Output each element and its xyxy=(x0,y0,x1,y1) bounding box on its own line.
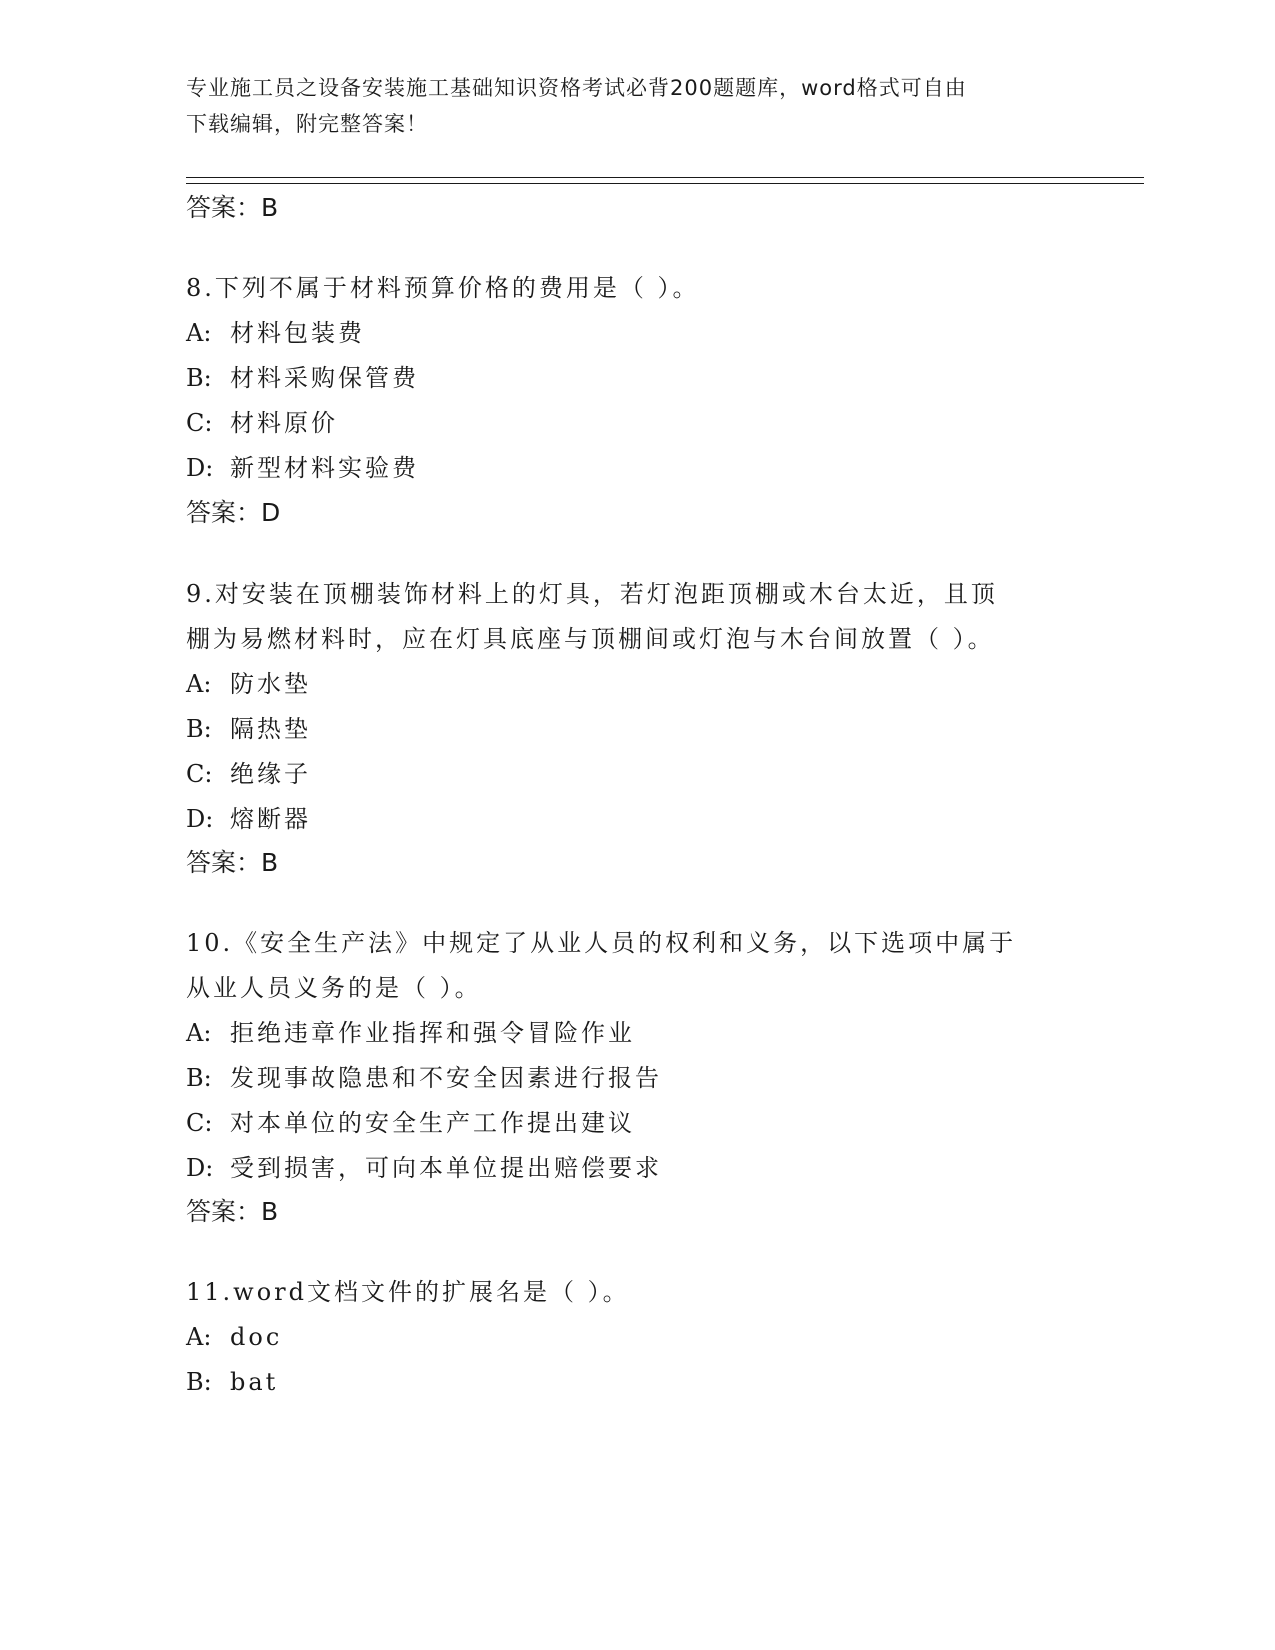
question-line: 从业人员义务的是（ ）。 xyxy=(186,974,482,1002)
option-text: 隔热垫 xyxy=(230,715,311,743)
option-b xyxy=(186,1360,1086,1405)
option-text: doc xyxy=(230,1323,283,1351)
option-b xyxy=(186,356,1086,401)
option-key: C: xyxy=(186,760,213,788)
question-line: 11.word文档文件的扩展名是（ ）。 xyxy=(186,1278,630,1306)
option-a xyxy=(186,311,1086,356)
option-text: 拒绝违章作业指挥和强令冒险作业 xyxy=(230,1019,635,1047)
question-text xyxy=(186,1270,1086,1315)
option-key: A: xyxy=(186,1019,212,1047)
header-divider-top xyxy=(186,177,1144,178)
option-c xyxy=(186,1101,1086,1146)
option-text: 对本单位的安全生产工作提出建议 xyxy=(230,1109,635,1137)
option-key: A: xyxy=(186,1323,212,1351)
question-line: 10.《安全生产法》中规定了从业人员的权利和义务，以下选项中属于 xyxy=(186,929,1017,957)
option-key: C: xyxy=(186,409,213,437)
question-9 xyxy=(186,572,1086,842)
option-text: 受到损害，可向本单位提出赔偿要求 xyxy=(230,1154,662,1182)
option-key: A: xyxy=(186,319,212,347)
option-list xyxy=(186,662,1086,842)
question-11 xyxy=(186,1270,1086,1405)
option-text: 新型材料实验费 xyxy=(230,454,419,482)
document-header xyxy=(186,70,1066,142)
option-key: D: xyxy=(186,454,214,482)
option-key: D: xyxy=(186,1154,214,1182)
option-text: 绝缘子 xyxy=(230,760,311,788)
question-line: 8.下列不属于材料预算价格的费用是（ ）。 xyxy=(186,274,700,302)
option-c xyxy=(186,401,1086,446)
option-b xyxy=(186,707,1086,752)
option-text: 材料采购保管费 xyxy=(230,364,419,392)
option-c xyxy=(186,752,1086,797)
option-key: B: xyxy=(186,1064,212,1092)
answer-line-q7: 答案：B xyxy=(186,193,279,222)
question-10 xyxy=(186,921,1086,1191)
option-text: bat xyxy=(230,1368,279,1396)
option-d xyxy=(186,1146,1086,1191)
question-text xyxy=(186,921,1086,1011)
option-list xyxy=(186,311,1086,491)
option-key: B: xyxy=(186,364,212,392)
option-key: A: xyxy=(186,670,212,698)
answer-line-q9: 答案：B xyxy=(186,848,279,877)
option-list xyxy=(186,1011,1086,1191)
option-a xyxy=(186,1315,1086,1360)
option-key: B: xyxy=(186,1368,212,1396)
option-key: D: xyxy=(186,805,214,833)
option-text: 发现事故隐患和不安全因素进行报告 xyxy=(230,1064,662,1092)
option-text: 材料原价 xyxy=(230,409,338,437)
question-8 xyxy=(186,266,1086,491)
option-b xyxy=(186,1056,1086,1101)
option-a xyxy=(186,662,1086,707)
header-line-2: 下载编辑，附完整答案！ xyxy=(186,112,428,136)
option-key: B: xyxy=(186,715,212,743)
option-text: 材料包装费 xyxy=(230,319,365,347)
option-text: 防水垫 xyxy=(230,670,311,698)
option-text: 熔断器 xyxy=(230,805,311,833)
answer-line-q10: 答案：B xyxy=(186,1197,279,1226)
option-a xyxy=(186,1011,1086,1056)
option-key: C: xyxy=(186,1109,213,1137)
header-divider-bottom xyxy=(186,183,1144,184)
question-text xyxy=(186,266,1086,311)
header-line-1: 专业施工员之设备安装施工基础知识资格考试必背200题题库，word格式可自由 xyxy=(186,76,967,100)
answer-line-q8: 答案：D xyxy=(186,498,281,527)
question-line: 9.对安装在顶棚装饰材料上的灯具，若灯泡距顶棚或木台太近，且顶 xyxy=(186,580,998,608)
option-list xyxy=(186,1315,1086,1405)
question-text xyxy=(186,572,1086,662)
option-d xyxy=(186,797,1086,842)
option-d xyxy=(186,446,1086,491)
question-line: 棚为易燃材料时，应在灯具底座与顶棚间或灯泡与木台间放置（ ）。 xyxy=(186,625,995,653)
